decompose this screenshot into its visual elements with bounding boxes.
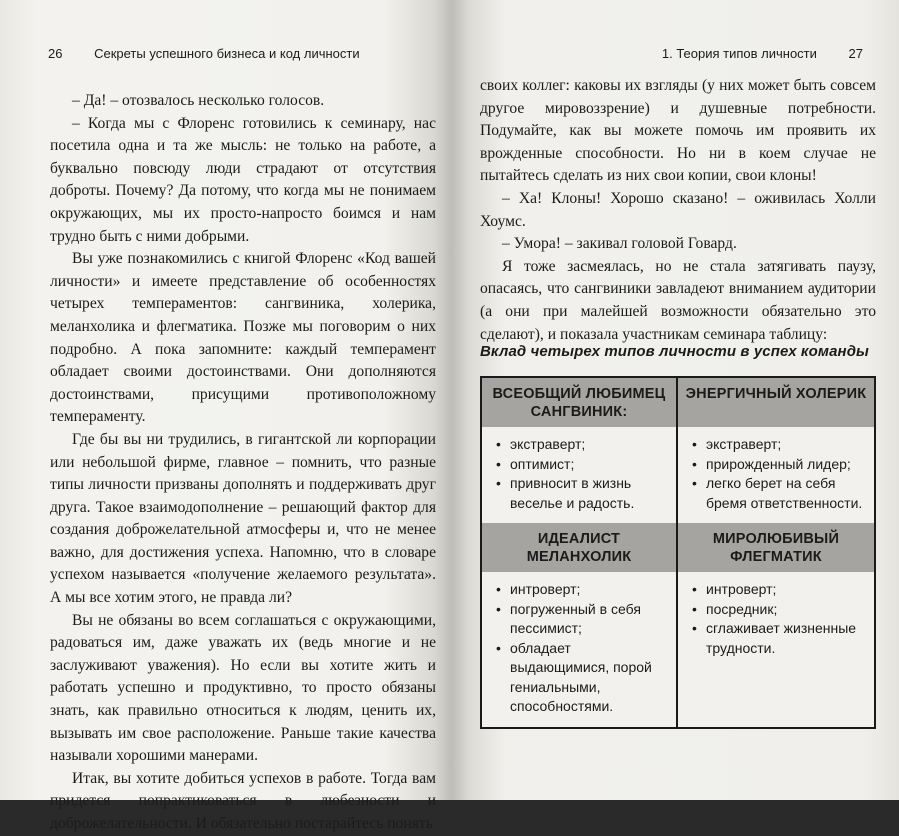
left-page-number: 26 xyxy=(48,46,63,61)
paragraph: Я тоже засмеялась, но не стала затягивать паузу, опасаясь, что сангвиники завладеют вниманием аудитории (а они при малейшей возможности обязательно это сделают), и показала участникам семинара таблицу: xyxy=(480,257,876,343)
list-item: • прирожденный лидер; xyxy=(692,455,868,475)
list-item: • оптимист; xyxy=(496,455,670,475)
left-running-title: Секреты успешного бизнеса и код личности xyxy=(94,46,360,61)
list-item: • погруженный в себя пессимист; xyxy=(496,600,670,639)
phlegmatic-traits xyxy=(678,572,874,727)
left-body-text xyxy=(50,90,436,836)
list-item: • экстраверт; xyxy=(692,435,868,455)
list-item: • обладает выдающимися, порой гениальными, способностями. xyxy=(496,639,670,717)
paragraph: – Да! – отозвалось несколько голосов. xyxy=(72,92,325,109)
right-page-number: 27 xyxy=(848,46,863,61)
table-caption: Вклад четырех типов личности в успех команды xyxy=(480,343,869,360)
list-item: • интроверт; xyxy=(496,580,670,600)
list-item: • сглаживает жизненные трудности. xyxy=(692,619,868,658)
right-body-text xyxy=(480,75,876,346)
right-page xyxy=(452,0,899,800)
sanguine-traits xyxy=(482,427,678,523)
temperament-table xyxy=(480,376,876,729)
melancholic-traits xyxy=(482,572,678,727)
list-item: • экстраверт; xyxy=(496,435,670,455)
paragraph: Вы не обязаны во всем соглашаться с окружающими, радоваться им, даже уважать их (ведь многие и не заслуживают уважения). Но если вы хотите жить и работать успешно и продуктивно, то просто обязаны знать, как правильно относиться к людям, ценить их, вызывать им свое расположение. Раньше такие качества называли хорошими манерами. xyxy=(50,611,436,765)
list-item: • легко берет на себя бремя ответственности. xyxy=(692,474,868,513)
paragraph: Где бы вы ни трудились, в гигантской ли корпорации или небольшой фирме, главное – помнить, что разные типы личности призваны дополнять и поддерживать друг друга. Такое взаимодополнение – решающий фактор для создания доброжелательной атмосферы и, что не менее важно, для достижения успеха. Напомню, что в словаре успехом называется «получение желаемого результата». А мы все хотим этого, не правда ли? xyxy=(50,430,436,607)
left-running-head xyxy=(48,46,360,61)
paragraph: Вы уже познакомились с книгой Флоренс «Код вашей личности» и имеете представление об особенностях четырех темпераментов: сангвиника, холерика, меланхолика и флегматика. Позже мы поговорим о них подробно. А пока запомните: каждый темперамент обладает своими достоинствами. Они дополняются достоинствами, присущими противоположному темпераменту. xyxy=(50,250,436,426)
paragraph: – Когда мы с Флоренс готовились к семинару, нас посетила одна и та же мысль: не только на работе, а буквально повсюду люди страдают от отсутствия доброты. Почему? Да потому, что когда мы не понимаем окружающих, мы их просто-напросто боимся и нам трудно быть с ними добрыми. xyxy=(50,114,436,245)
paragraph: – Ха! Клоны! Хорошо сказано! – оживилась Холли Хоумс. xyxy=(480,189,876,230)
right-running-head xyxy=(662,46,863,61)
melancholic-heading: ИДЕАЛИСТ МЕЛАНХОЛИК xyxy=(482,523,678,572)
right-running-title: 1. Теория типов личности xyxy=(661,46,817,61)
sanguine-heading: ВСЕОБЩИЙ ЛЮБИМЕЦ САНГВИНИК: xyxy=(482,378,678,427)
paragraph: своих коллег: каковы их взгляды (у них может быть совсем другое мировоззрение) и душевные потребности. Подумайте, как вы можете помочь им проявить их врожденные способности. Но ни в коем случае не пытайтесь сделать из них свои копии, свои клоны! xyxy=(480,77,876,185)
list-item: • привносит в жизнь веселье и радость. xyxy=(496,474,670,513)
list-item: • интроверт; xyxy=(692,580,868,600)
phlegmatic-heading: МИРОЛЮБИВЫЙ ФЛЕГМАТИК xyxy=(678,523,874,572)
choleric-traits xyxy=(678,427,874,523)
choleric-heading: ЭНЕРГИЧНЫЙ ХОЛЕРИК xyxy=(678,378,874,427)
list-item: • посредник; xyxy=(692,600,868,620)
paragraph: – Умора! – закивал головой Говард. xyxy=(502,235,737,253)
paragraph: Итак, вы хотите добиться успехов в работе. Тогда вам придется попрактиковаться в любезности и доброжелательности. И обязательно постарайтесь понять xyxy=(50,769,436,832)
